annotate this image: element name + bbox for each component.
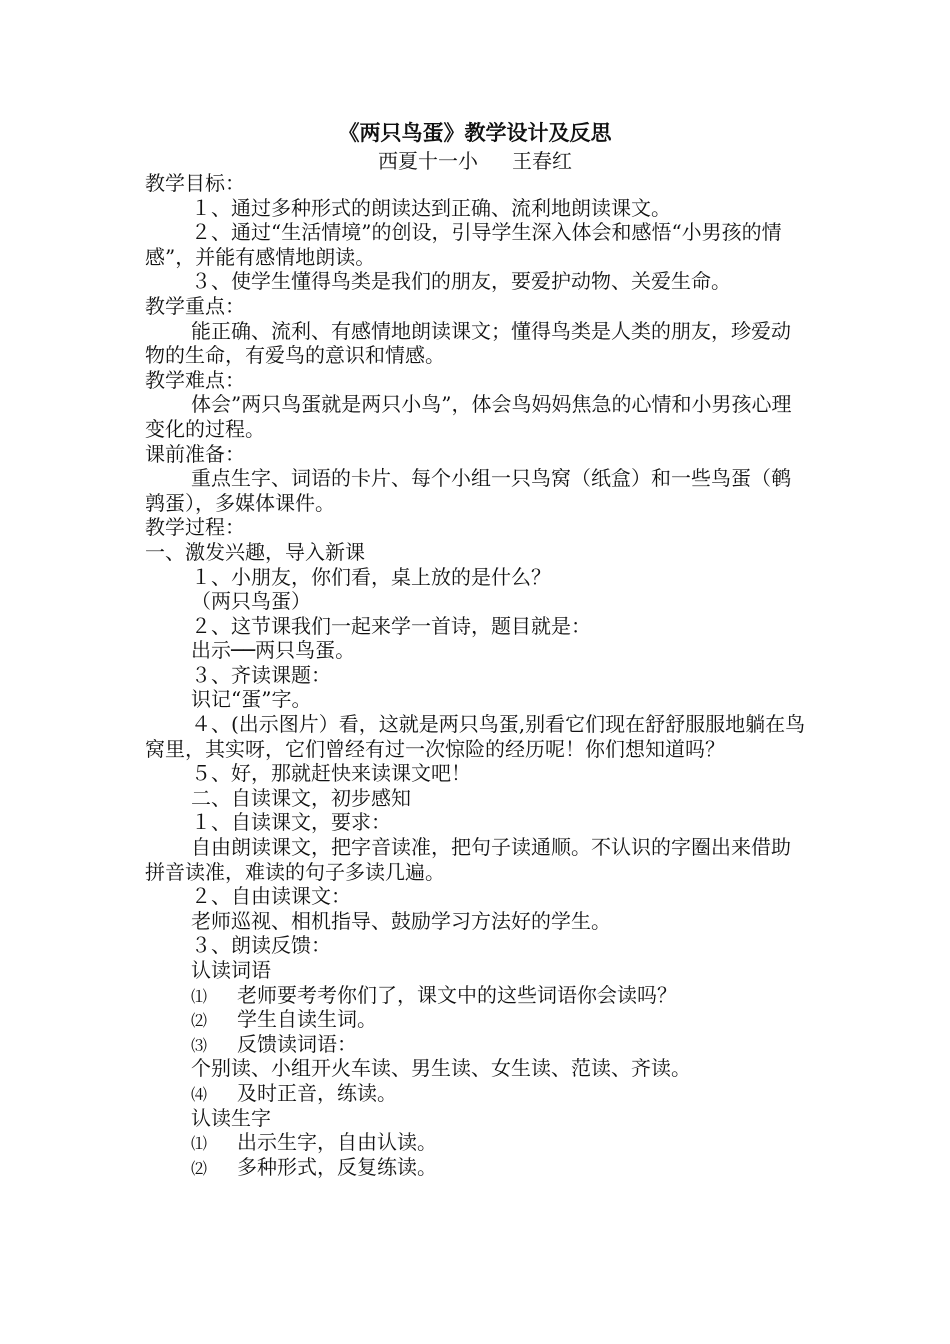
item-text: 学生自读生词。 (237, 1007, 377, 1032)
paragraph: ４、(出示图片）看，这就是两只鸟蛋,别看它们现在舒舒服服地躺在鸟窝里，其实呀，它们曾经有过一次惊险的经历呢！你们想知道吗？ (145, 712, 806, 761)
paragraph: １、自读课文，要求： (191, 810, 391, 835)
paragraph: 体会”两只鸟蛋就是两只小鸟”，体会鸟妈妈焦急的心情和小男孩心理变化的过程。 (145, 392, 792, 441)
paragraph: 识记“蛋”字。 (191, 687, 312, 712)
numbered-item (145, 1032, 810, 1057)
item-number: ⑶ (191, 1035, 208, 1055)
item-text: 反馈读词语： (237, 1031, 357, 1056)
paragraph: 出示──两只鸟蛋。 (191, 638, 356, 663)
paragraph: 自由朗读课文，把字音读准，把句子读通顺。不认识的字圈出来借助拼音读准，难读的句子多读几遍。 (145, 835, 791, 884)
paragraph: １、小朋友，你们看，桌上放的是什么？ (191, 564, 551, 589)
subsection-heading: 二、自读课文，初步感知 (191, 785, 411, 810)
section-heading: 教学过程： (145, 515, 245, 540)
paragraph: ５、好，那就赶快来读课文吧！ (191, 761, 471, 786)
paragraph: 认读生字 (191, 1105, 271, 1130)
document-body (145, 171, 810, 1179)
paragraph: １、通过多种形式的朗读达到正确、流利地朗读课文。 (191, 195, 671, 220)
paragraph: 认读词语 (191, 958, 271, 982)
paragraph: ３、使学生懂得鸟类是我们的朋友，要爱护动物、关爱生命。 (191, 269, 731, 294)
item-text: 老师要考考你们了，课文中的这些词语你会读吗？ (237, 982, 677, 1007)
section-heading: 教学难点： (145, 367, 245, 392)
item-text: 多种形式，反复练读。 (237, 1154, 437, 1179)
paragraph: ３、朗读反馈： (191, 933, 331, 958)
paragraph: 重点生字、词语的卡片、每个小组一只鸟窝（纸盒）和一些鸟蛋（鹌鹑蛋），多媒体课件。 (145, 466, 791, 515)
item-number: ⑷ (191, 1084, 208, 1104)
numbered-item (145, 1130, 810, 1155)
subsection-heading: 一、激发兴趣，导入新课 (145, 539, 365, 564)
numbered-item (145, 1007, 810, 1032)
author-school: 西夏十一小 (378, 149, 478, 173)
paragraph: （两只鸟蛋） (191, 589, 311, 614)
numbered-item (145, 1081, 810, 1106)
section-heading: 教学重点： (145, 293, 245, 318)
item-number: ⑴ (191, 986, 208, 1006)
item-text: 出示生字，自由认读。 (237, 1130, 437, 1155)
item-number: ⑵ (191, 1011, 208, 1031)
document-title: 《两只鸟蛋》教学设计及反思 (338, 120, 612, 145)
paragraph: 个别读、小组开火车读、男生读、女生读、范读、齐读。 (191, 1056, 691, 1081)
author-name: 王春红 (512, 149, 572, 173)
paragraph: ２、自由读课文： (191, 884, 351, 909)
item-number: ⑴ (191, 1134, 208, 1154)
numbered-item (145, 1155, 810, 1180)
paragraph: 能正确、流利、有感情地朗读课文；懂得鸟类是人类的朋友，珍爱动物的生命，有爱鸟的意识和情感。 (145, 318, 791, 368)
item-number: ⑵ (191, 1158, 208, 1178)
paragraph: 老师巡视、相机指导、鼓励学习方法好的学生。 (191, 908, 611, 933)
paragraph: ２、通过“生活情境”的创设，引导学生深入体会和感悟“小男孩的情感”，并能有感情地朗读。 (145, 220, 782, 269)
item-text: 及时正音，练读。 (237, 1080, 397, 1105)
paragraph: ２、这节课我们一起来学一首诗，题目就是： (191, 613, 591, 638)
section-heading: 教学目标： (145, 171, 245, 195)
section-heading: 课前准备： (145, 441, 245, 466)
paragraph: ３、齐读课题： (191, 662, 331, 687)
numbered-item (145, 983, 810, 1008)
